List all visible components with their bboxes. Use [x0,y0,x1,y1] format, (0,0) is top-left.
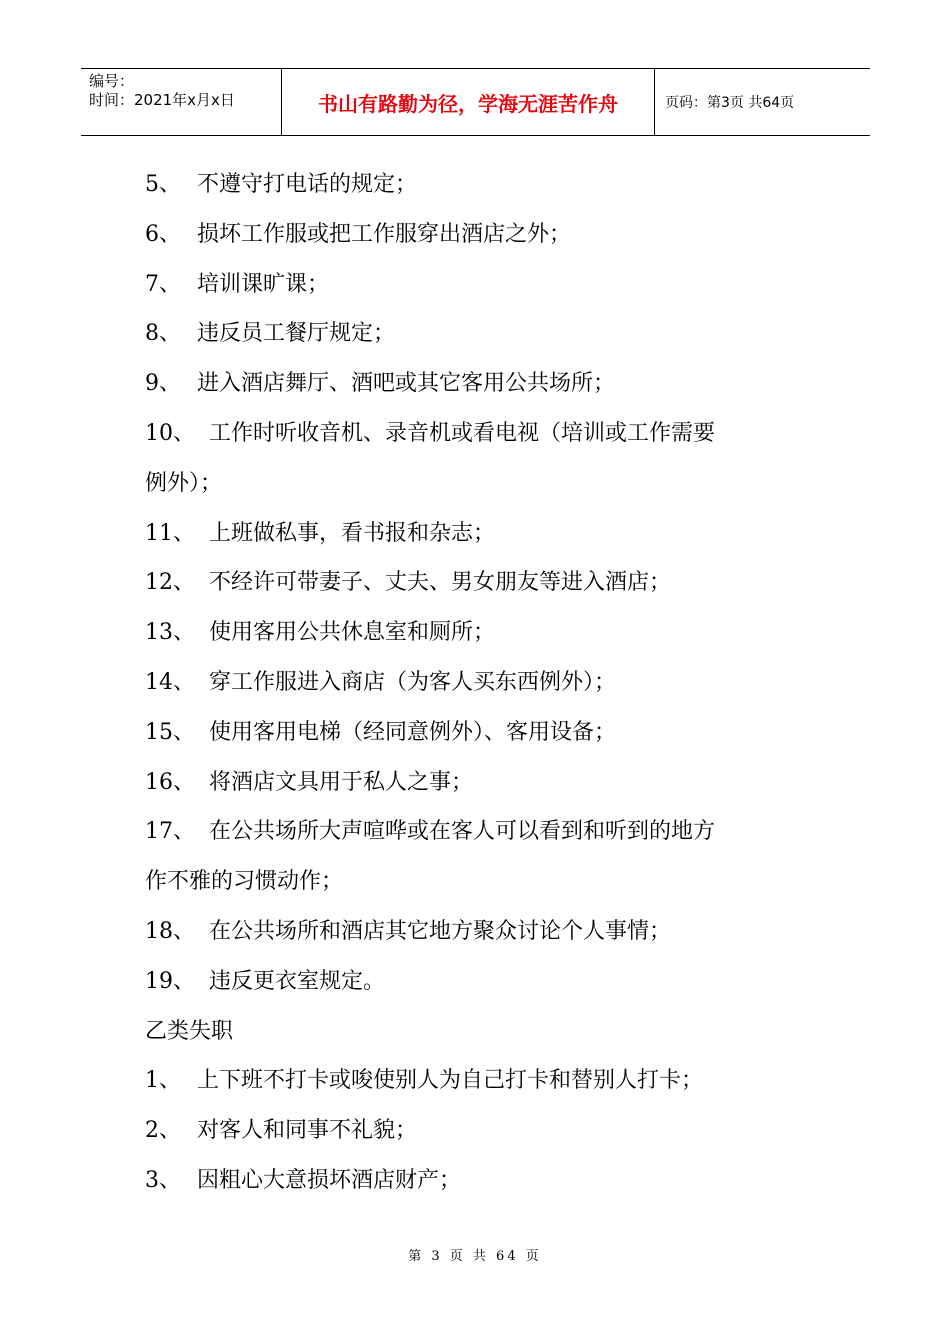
list-item [145,309,825,359]
item-number: 18、 [145,918,195,944]
item-text: 不经许可带妻子、丈夫、男女朋友等进入酒店； [209,570,672,596]
item-number: 10、 [145,420,195,446]
list-item [145,260,825,310]
list-item [145,1056,825,1106]
list-item [145,758,825,808]
item-number: 1、 [145,1068,181,1094]
item-text: 上下班不打卡或唆使别人为自己打卡和替别人打卡； [197,1068,704,1094]
item-number: 2、 [145,1118,181,1144]
header-meta-cell [81,69,282,135]
item-text: 使用客用电梯（经同意例外）、客用设备； [209,719,617,745]
item-number: 13、 [145,620,195,646]
motto-text: 书山有路勤为径，学海无涯苦作舟 [318,91,618,116]
item-number: 6、 [145,221,181,247]
list-item [145,708,825,758]
list-item [145,160,825,210]
list-item [145,608,825,658]
item-number: 19、 [145,968,195,994]
list-item [145,1007,825,1057]
item-number: 17、 [145,819,195,845]
page-info: 页码：第3页 共64页 [665,95,795,111]
page-header [81,68,870,136]
item-text: 因粗心大意损坏酒店财产； [197,1167,462,1193]
item-number: 9、 [145,371,181,397]
item-number: 5、 [145,172,181,197]
item-text: 工作时听收音机、录音机或看电视（培训或工作需要 [209,420,716,446]
header-page-cell [655,69,870,135]
item-number: 11、 [145,520,195,546]
item-number: 3、 [145,1167,181,1193]
item-text: 作不雅的习惯动作； [145,869,344,895]
item-number: 7、 [145,271,181,297]
time-label: 时间：2021年x月x日 [89,91,235,109]
item-text: 例外）； [145,470,223,496]
list-item [145,409,825,459]
item-text: 损坏工作服或把工作服穿出酒店之外； [197,221,572,247]
document-body [145,160,825,1206]
item-text: 违反更衣室规定。 [209,968,386,994]
list-item [145,558,825,608]
page-footer: 第 3 页 共 64 页 [408,1249,542,1264]
item-text: 违反员工餐厅规定； [197,321,396,347]
list-item [145,509,825,559]
item-text: 培训课旷课； [197,271,330,297]
item-number: 15、 [145,719,195,745]
list-item [145,957,825,1007]
list-item [145,210,825,260]
list-item [145,857,825,907]
list-item [145,1156,825,1206]
list-item [145,807,825,857]
number-label: 编号： [89,72,135,90]
item-text: 进入酒店舞厅、酒吧或其它客用公共场所； [197,371,616,397]
list-item [145,1106,825,1156]
item-text: 对客人和同事不礼貌； [197,1118,418,1144]
item-text: 在公共场所和酒店其它地方聚众讨论个人事情； [209,918,672,944]
item-text: 在公共场所大声喧哗或在客人可以看到和听到的地方 [209,819,716,845]
list-item [145,907,825,957]
list-item [145,359,825,409]
list-item [145,658,825,708]
item-text: 不遵守打电话的规定； [197,172,418,197]
item-number: 14、 [145,669,195,695]
item-number: 16、 [145,769,195,795]
item-text: 使用客用公共休息室和厕所； [209,620,496,646]
item-number: 12、 [145,570,195,596]
item-text: 将酒店文具用于私人之事； [209,769,474,795]
item-text: 乙类失职 [145,1018,234,1044]
item-text: 穿工作服进入商店（为客人买东西例外）； [209,669,617,695]
list-item [145,459,825,509]
item-number: 8、 [145,321,181,347]
item-text: 上班做私事，看书报和杂志； [209,520,496,546]
header-motto-cell [282,69,655,135]
